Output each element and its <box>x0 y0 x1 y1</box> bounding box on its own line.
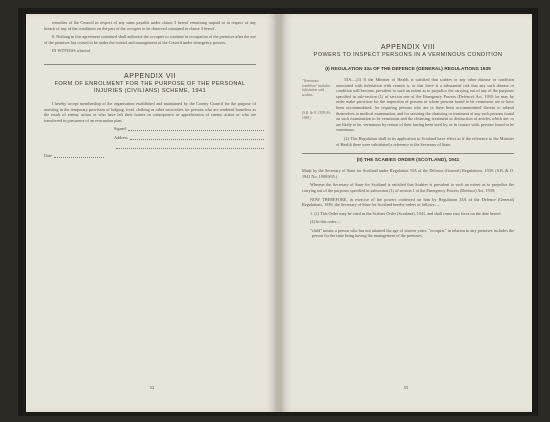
margin-note-verminous: "Verminous condition" includes infestation with scabies. <box>302 79 330 97</box>
appendix-viii-subtitle: POWERS TO INSPECT PERSONS IN A VERMINOUS CONDITION <box>313 52 503 58</box>
scabies-now-therefore: NOW THEREFORE, in exercise of the powers conferred on him by Regulation 33A of the Defence (General) Regulations, 1939, the Secretary of State for Scotland hereby orders as follows:— <box>302 196 514 208</box>
signed-field <box>114 126 264 131</box>
appendix-viii-title: APPENDIX VIII <box>380 44 436 51</box>
scabies-whereas: Whereas the Secretary of State for Scotland is satisfied that Scabies is prevalent to such an extent as to prejudice the carrying out of the purposes specified in subsection (1) of section 1 of the Emergency Powers (Defence) Act, 1939; <box>302 182 514 193</box>
in-witness-line: IN WITNESS whereof <box>52 48 91 54</box>
signed-label: Signed <box>114 126 126 132</box>
regulation-33a-para-2: (2) This Regulation shall in its application to Scotland have effect as if the reference to the Minister of Health there were substituted a reference to the Secretary of State. <box>336 135 514 147</box>
enrolment-declaration: I hereby accept membership of the organisation established and maintained by the County Council for the purpose of assisting in the temporary provision of lodging, food, clothing or other necessities for persons who are rendered homeless as the result of enemy action or who have left their homes in consequence or apprehension of enemy action or who are transferred in pursuance of an evacuation plan. <box>44 100 256 123</box>
section-divider-right <box>302 153 514 154</box>
page-number-right: 55 <box>403 385 409 390</box>
open-book <box>18 8 538 416</box>
section-divider <box>44 64 256 65</box>
regulation-33a-body <box>302 77 514 147</box>
address-field-continued <box>114 144 264 149</box>
agreement-clause-6: 6. Nothing in this agreement contained shall authorise the occupier to continue in occupation of the premises after the use of the premises has ceased to be under the control and management of the Council under emergency powers. <box>44 34 256 45</box>
scabies-made-by: Made by the Secretary of State for Scotland under Regulation 33A of the Defence (General) Regulations, 1939. (S.R. & O. 1941 No. 1909/S95.) <box>302 168 514 179</box>
left-page <box>26 14 278 412</box>
scabies-order-heading: (II) THE SCABIES ORDER (SCOTLAND), 1941 <box>356 158 460 164</box>
right-page <box>280 14 532 412</box>
appendix-vii-title: APPENDIX VII <box>124 72 176 80</box>
date-field <box>44 153 104 158</box>
address-field <box>114 135 264 140</box>
agreement-clause-end: remedies of the Council in respect of any sums payable under clause 3 hereof remaining unpaid or in respect of any breach of any of the conditions on the part of the occupier to be observed contained in clause 3 hereof. <box>44 20 256 31</box>
regulation-33a-para-1: 33A.—(1) If the Minister of Health is satisfied that scabies or any other disease or condition associated with infestation with vermin is, or that there is a substantial risk that any such disease or condition will become, prevalent to such an extent as to prejudice the carrying out of any of the purposes specified in sub-section (1) of section one of the Emergency Powers (Defence) Act, 1939, he may by order make provision for the inspection of persons in whom persons found to be verminous are or have been accommodated, for requiring persons who are or have been accommodated therein to submit themselves to medical examination, and for securing the cleansing or treatment of any such persons found on such examination to be verminous and the cleansing, treatment or destruction of articles which are, or are likely to be, verminous by reason of their having been used by, or in contact with, persons found to be verminous. <box>336 77 514 133</box>
margin-note-sro: (S.R. & O. 1939 No. 1945.) <box>302 111 332 120</box>
scabies-clause-2: (2) In this order— <box>310 219 341 225</box>
signature-block <box>114 126 264 149</box>
regulation-33a-heading: (I) REGULATION 33a OF THE DEFENCE (GENERAL) REGULATIONS 1939 <box>325 67 491 72</box>
address-label: Address <box>114 135 128 141</box>
page-number-left: 52 <box>149 385 155 390</box>
appendix-vii-subtitle: FORM OF ENROLMENT FOR THE PURPOSE OF THE PERSONAL INJURIES (CIVILIANS) SCHEME, 1941 <box>54 80 246 94</box>
scabies-clause-1: 1. (1) This Order may be cited as the Scabies Order (Scotland), 1941, and shall come into force on the date hereof. <box>310 210 502 216</box>
date-label: Date <box>44 153 52 159</box>
scabies-definitions: "child" means a person who has not attained the age of sixteen years; "occupier" in relation to any premises includes the person for the time being having the management of the premises. <box>310 227 514 239</box>
